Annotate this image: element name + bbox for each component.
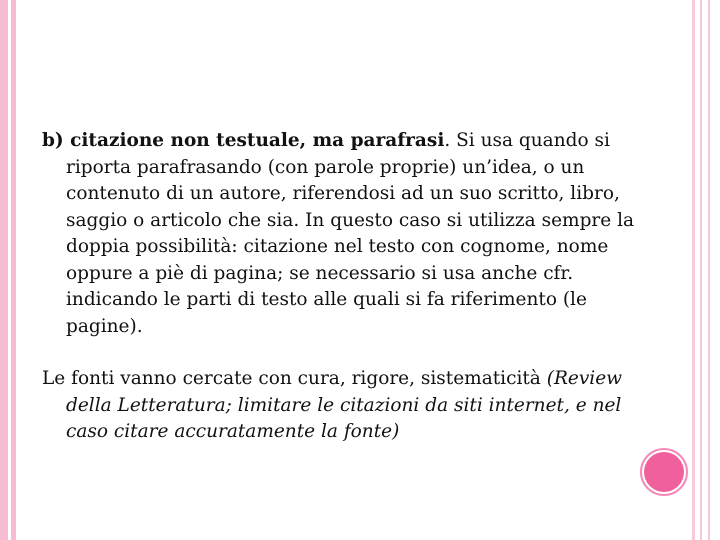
slide-body bbox=[42, 128, 642, 446]
left-border-bar bbox=[0, 0, 8, 540]
right-border-line bbox=[692, 0, 695, 540]
left-border-bar-inner bbox=[11, 0, 16, 540]
paragraph-lead: b) citazione non testuale, ma parafrasi bbox=[42, 130, 445, 151]
paragraph-citazione-non-testuale bbox=[42, 128, 642, 340]
right-border-line bbox=[708, 0, 710, 540]
paragraph-text: Le fonti vanno cercate con cura, rigore, sistematicità bbox=[42, 368, 541, 389]
paragraph-italic-note: (Review della Letteratura; limitare le citazioni da siti internet, e nel caso citare accuratamente la fonte) bbox=[66, 368, 622, 442]
paragraph-body: . Si usa quando si riporta parafrasando (con parole proprie) un’idea, o un contenuto di un autore, riferendosi ad un suo scritto, libro, saggio o articolo che sia. In questo caso si utilizza sempre la doppia possibilità: citazione nel testo con cognome, nome oppure a piè di pagina; se necessario si usa anche cfr. indicando le parti di testo alle quali si fa riferimento (le pagine). bbox=[66, 130, 635, 337]
paragraph-fonti bbox=[42, 366, 642, 446]
right-border-line bbox=[700, 0, 702, 540]
decorative-pink-dot bbox=[644, 452, 684, 492]
